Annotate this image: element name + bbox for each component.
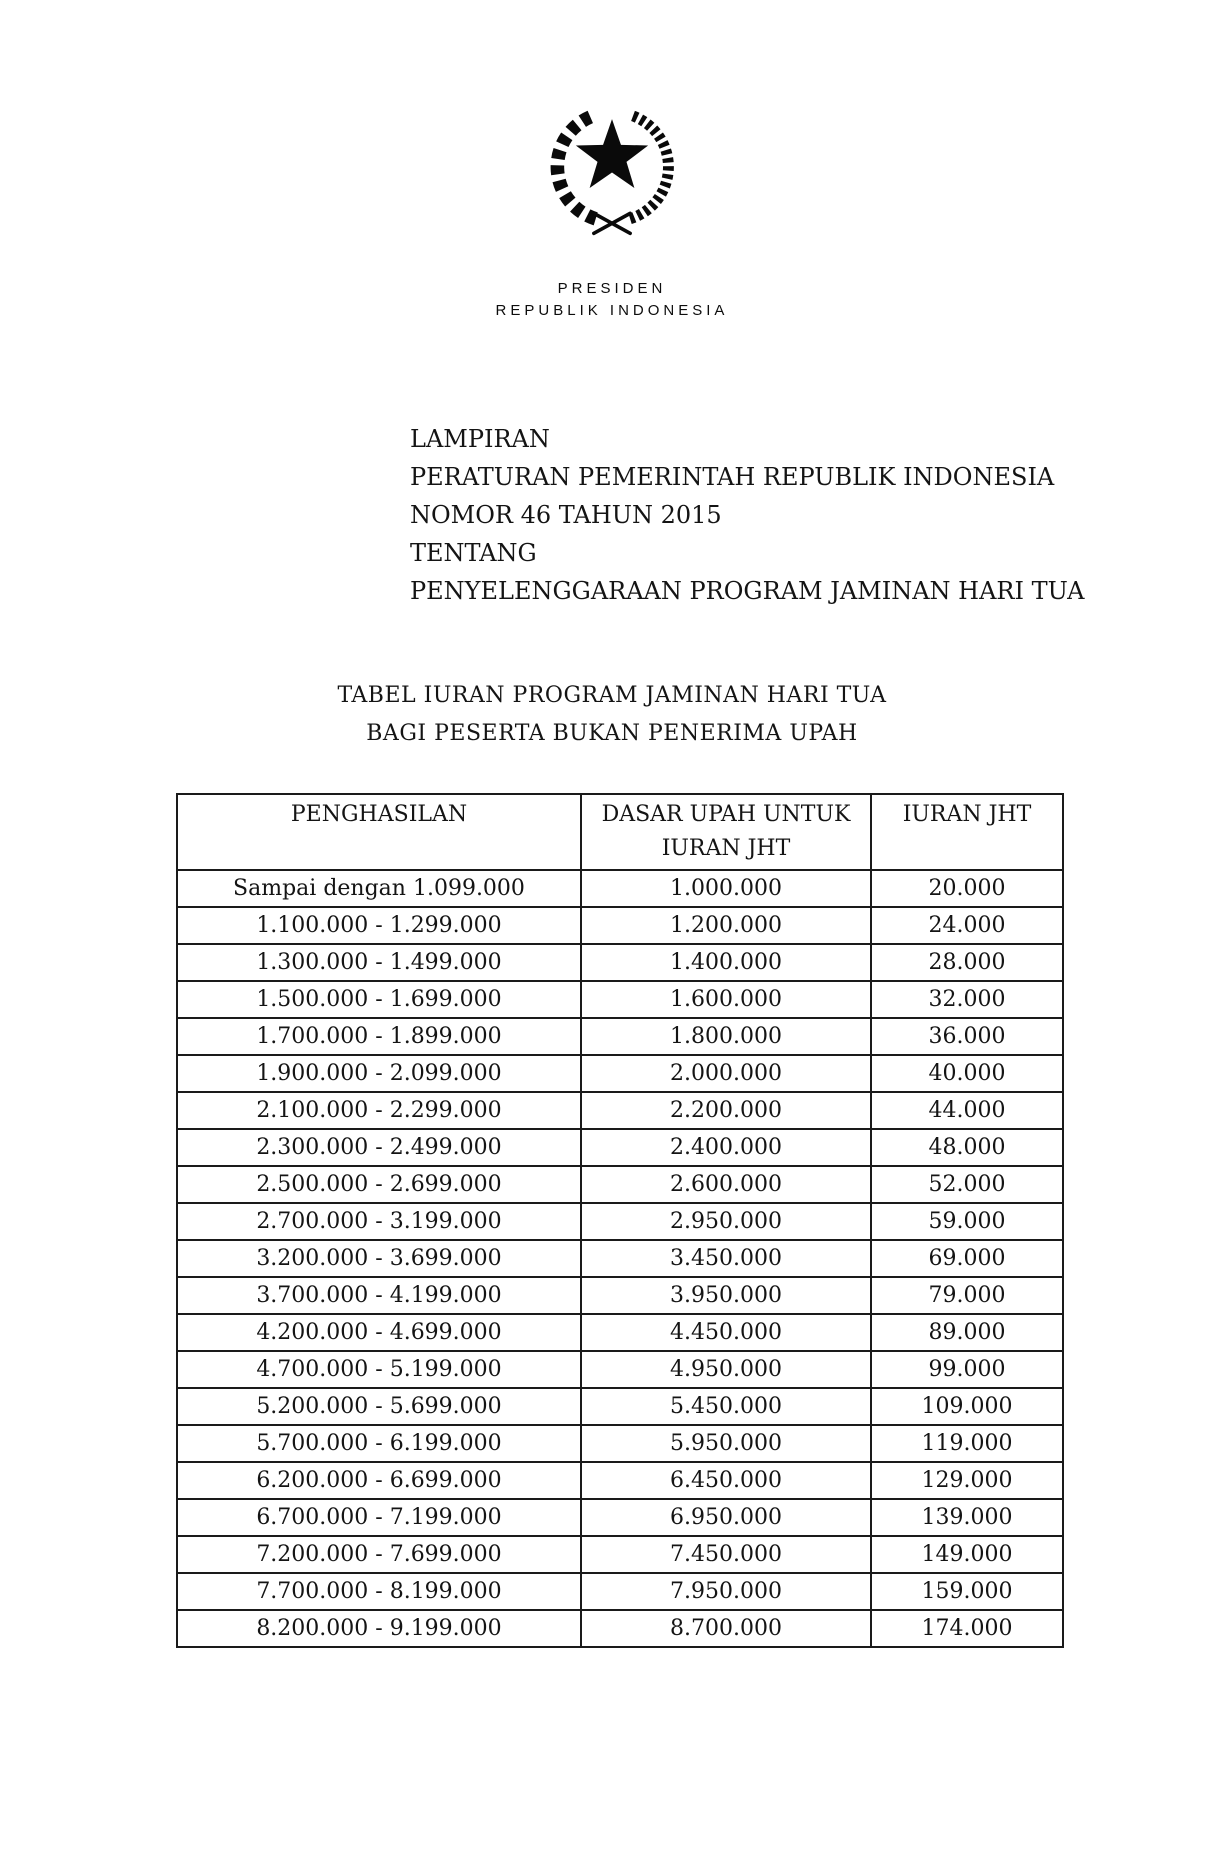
cell-dasar-upah: 2.200.000 [581,1092,871,1129]
cell-iuran-jht: 174.000 [871,1610,1063,1647]
table-row [177,944,1063,981]
cell-penghasilan: 5.200.000 - 5.699.000 [177,1388,581,1425]
cell-dasar-upah: 7.450.000 [581,1536,871,1573]
cell-penghasilan: 7.200.000 - 7.699.000 [177,1536,581,1573]
cell-dasar-upah: 5.950.000 [581,1425,871,1462]
cell-iuran-jht: 139.000 [871,1499,1063,1536]
cell-penghasilan: 5.700.000 - 6.199.000 [177,1425,581,1462]
cell-penghasilan: 8.200.000 - 9.199.000 [177,1610,581,1647]
cell-iuran-jht: 79.000 [871,1277,1063,1314]
cell-iuran-jht: 149.000 [871,1536,1063,1573]
cell-penghasilan: 2.300.000 - 2.499.000 [177,1129,581,1166]
cell-iuran-jht: 89.000 [871,1314,1063,1351]
cell-penghasilan: 1.500.000 - 1.699.000 [177,981,581,1018]
cell-iuran-jht: 69.000 [871,1240,1063,1277]
cell-penghasilan: 2.500.000 - 2.699.000 [177,1166,581,1203]
table-row [177,1351,1063,1388]
table-row [177,1462,1063,1499]
cell-iuran-jht: 59.000 [871,1203,1063,1240]
cell-penghasilan: 1.900.000 - 2.099.000 [177,1055,581,1092]
table-row [177,1277,1063,1314]
cell-iuran-jht: 20.000 [871,870,1063,907]
iuran-table-body [177,870,1063,1647]
cell-penghasilan: 1.700.000 - 1.899.000 [177,1018,581,1055]
heading-line-peraturan: PERATURAN PEMERINTAH REPUBLIK INDONESIA [410,463,1055,491]
seal-caption-presiden: PRESIDEN [557,280,667,297]
cell-dasar-upah: 4.450.000 [581,1314,871,1351]
cell-iuran-jht: 28.000 [871,944,1063,981]
cell-penghasilan: 3.200.000 - 3.699.000 [177,1240,581,1277]
cell-dasar-upah: 4.950.000 [581,1351,871,1388]
cell-iuran-jht: 99.000 [871,1351,1063,1388]
table-row [177,1092,1063,1129]
cell-dasar-upah: 1.800.000 [581,1018,871,1055]
cell-penghasilan: 3.700.000 - 4.199.000 [177,1277,581,1314]
cell-iuran-jht: 119.000 [871,1425,1063,1462]
cell-iuran-jht: 32.000 [871,981,1063,1018]
cell-dasar-upah: 5.450.000 [581,1388,871,1425]
cell-penghasilan: 2.100.000 - 2.299.000 [177,1092,581,1129]
cell-dasar-upah: 2.950.000 [581,1203,871,1240]
cell-dasar-upah: 6.450.000 [581,1462,871,1499]
cell-iuran-jht: 48.000 [871,1129,1063,1166]
table-title [0,677,1224,753]
cell-dasar-upah: 8.700.000 [581,1610,871,1647]
cell-iuran-jht: 24.000 [871,907,1063,944]
cell-dasar-upah: 6.950.000 [581,1499,871,1536]
cell-penghasilan: 1.100.000 - 1.299.000 [177,907,581,944]
seal-header [0,92,1224,322]
table-row [177,1203,1063,1240]
cell-penghasilan: Sampai dengan 1.099.000 [177,870,581,907]
cell-penghasilan: 1.300.000 - 1.499.000 [177,944,581,981]
table-title-line2: BAGI PESERTA BUKAN PENERIMA UPAH [366,721,858,746]
table-row [177,1573,1063,1610]
iuran-table [176,793,1064,1648]
cell-dasar-upah: 1.000.000 [581,870,871,907]
cell-penghasilan: 6.700.000 - 7.199.000 [177,1499,581,1536]
header-dasar-upah-line2: IURAN JHT [661,836,791,861]
header-dasar-upah [581,794,871,870]
cell-penghasilan: 7.700.000 - 8.199.000 [177,1573,581,1610]
table-row [177,1314,1063,1351]
cell-dasar-upah: 1.200.000 [581,907,871,944]
table-row [177,981,1063,1018]
cell-iuran-jht: 159.000 [871,1573,1063,1610]
presidential-star-wreath-icon [537,92,687,246]
document-heading [410,420,1084,610]
heading-line-penyelenggaraan: PENYELENGGARAAN PROGRAM JAMINAN HARI TUA [410,577,1085,605]
cell-dasar-upah: 3.450.000 [581,1240,871,1277]
table-row [177,1018,1063,1055]
heading-line-lampiran: LAMPIRAN [410,425,550,453]
cell-dasar-upah: 3.950.000 [581,1277,871,1314]
table-title-line1: TABEL IURAN PROGRAM JAMINAN HARI TUA [337,683,887,708]
cell-dasar-upah: 2.600.000 [581,1166,871,1203]
cell-iuran-jht: 44.000 [871,1092,1063,1129]
table-row [177,1425,1063,1462]
seal-caption-republik-indonesia: REPUBLIK INDONESIA [495,302,729,319]
table-row [177,1499,1063,1536]
cell-dasar-upah: 1.400.000 [581,944,871,981]
cell-penghasilan: 2.700.000 - 3.199.000 [177,1203,581,1240]
cell-iuran-jht: 36.000 [871,1018,1063,1055]
table-row [177,1388,1063,1425]
cell-dasar-upah: 7.950.000 [581,1573,871,1610]
header-penghasilan: PENGHASILAN [177,794,581,870]
cell-penghasilan: 4.700.000 - 5.199.000 [177,1351,581,1388]
heading-line-nomor: NOMOR 46 TAHUN 2015 [410,501,722,529]
cell-dasar-upah: 1.600.000 [581,981,871,1018]
cell-penghasilan: 6.200.000 - 6.699.000 [177,1462,581,1499]
cell-iuran-jht: 129.000 [871,1462,1063,1499]
cell-iuran-jht: 52.000 [871,1166,1063,1203]
table-row [177,870,1063,907]
cell-dasar-upah: 2.000.000 [581,1055,871,1092]
table-row [177,907,1063,944]
header-dasar-upah-line1: DASAR UPAH UNTUK [601,802,851,827]
table-row [177,1055,1063,1092]
table-row [177,1610,1063,1647]
cell-penghasilan: 4.200.000 - 4.699.000 [177,1314,581,1351]
table-row [177,1240,1063,1277]
cell-iuran-jht: 109.000 [871,1388,1063,1425]
cell-iuran-jht: 40.000 [871,1055,1063,1092]
table-header-row [177,794,1063,870]
cell-dasar-upah: 2.400.000 [581,1129,871,1166]
table-row [177,1129,1063,1166]
table-row [177,1166,1063,1203]
table-row [177,1536,1063,1573]
heading-line-tentang: TENTANG [410,539,537,567]
header-iuran-jht: IURAN JHT [871,794,1063,870]
